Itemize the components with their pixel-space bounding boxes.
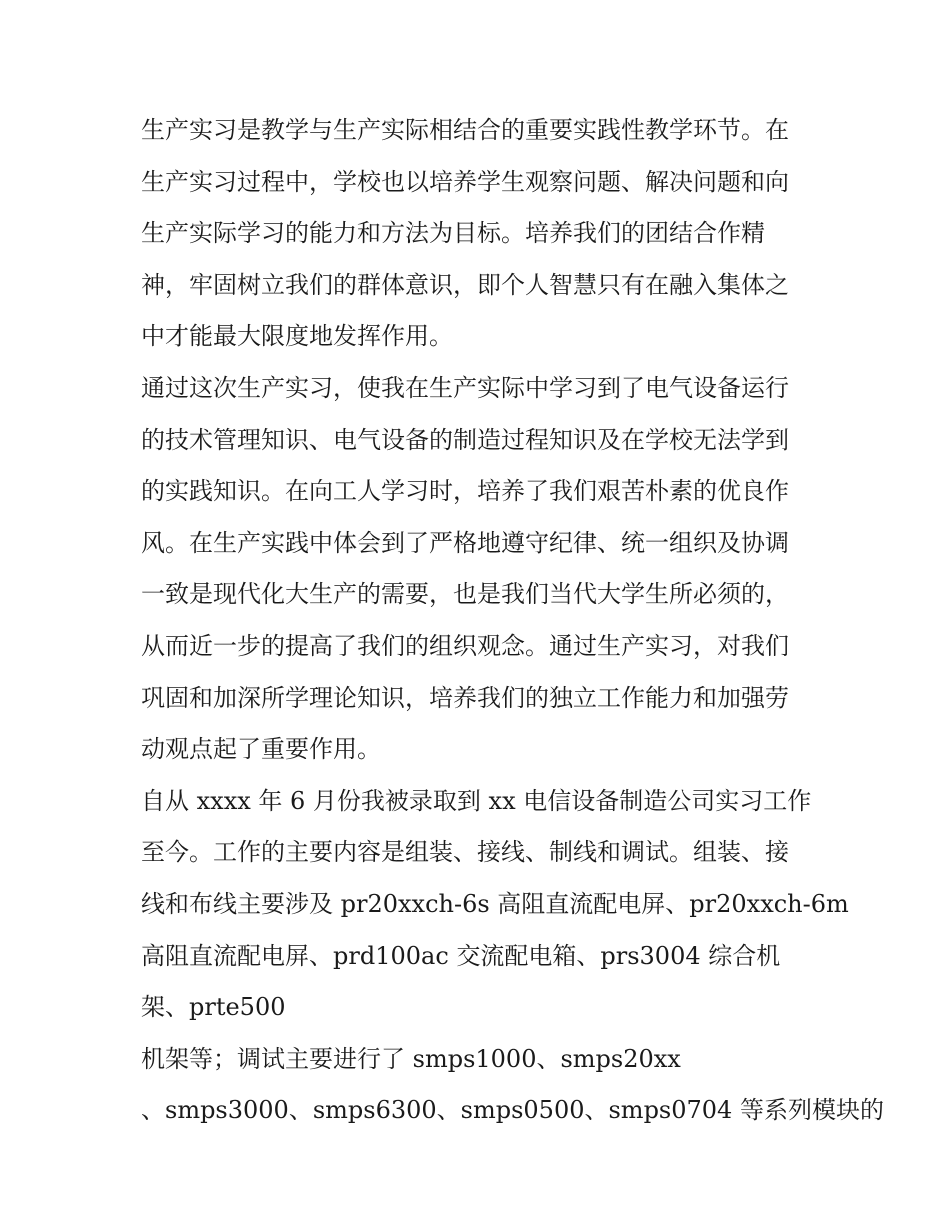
text-line: 的技术管理知识、电气设备的制造过程知识及在学校无法学到 <box>141 425 789 454</box>
text-line: 生产实习是教学与生产实际相结合的重要实践性教学环节。在 <box>141 116 789 144</box>
text-line: 线和布线主要涉及 pr20xxch-6s 高阻直流配电屏、pr20xxch-6m <box>141 889 849 918</box>
text-line: 一致是现代化大生产的需要，也是我们当代大学生所必须的， <box>141 580 789 609</box>
text-line: 机架等；调试主要进行了 smps1000、smps20xx <box>141 1044 681 1073</box>
text-line: 架、prte500 <box>141 993 286 1022</box>
text-line: 通过这次生产实习，使我在生产实际中学习到了电气设备运行 <box>141 373 789 402</box>
text-line: 生产实习过程中，学校也以培养学生观察问题、解决问题和向 <box>141 167 789 196</box>
text-line: 的实践知识。在向工人学习时，培养了我们艰苦朴素的优良作 <box>141 477 789 506</box>
text-line: 从而近一步的提高了我们的组织观念。通过生产实习，对我们 <box>141 631 789 660</box>
text-line: 自从 xxxx 年 6 月份我被录取到 xx 电信设备制造公司实习工作 <box>141 786 812 815</box>
text-line: 中才能最大限度地发挥作用。 <box>141 322 453 351</box>
text-line: 生产实际学习的能力和方法为目标。培养我们的团结合作精 <box>141 219 765 248</box>
text-line: 风。在生产实践中体会到了严格地遵守纪律、统一组织及协调 <box>141 528 789 557</box>
document-body <box>141 107 884 1139</box>
text-line: 神，牢固树立我们的群体意识，即个人智慧只有在融入集体之 <box>141 270 789 299</box>
text-line: 、smps3000、smps6300、smps0500、smps0704 等系列模块的 <box>141 1096 884 1125</box>
text-line: 巩固和加深所学理论知识，培养我们的独立工作能力和加强劳 <box>141 683 789 712</box>
text-line: 动观点起了重要作用。 <box>141 735 381 764</box>
text-line: 至今。工作的主要内容是组装、接线、制线和调试。组装、接 <box>141 838 789 867</box>
text-line: 高阻直流配电屏、prd100ac 交流配电箱、prs3004 综合机 <box>141 941 781 970</box>
